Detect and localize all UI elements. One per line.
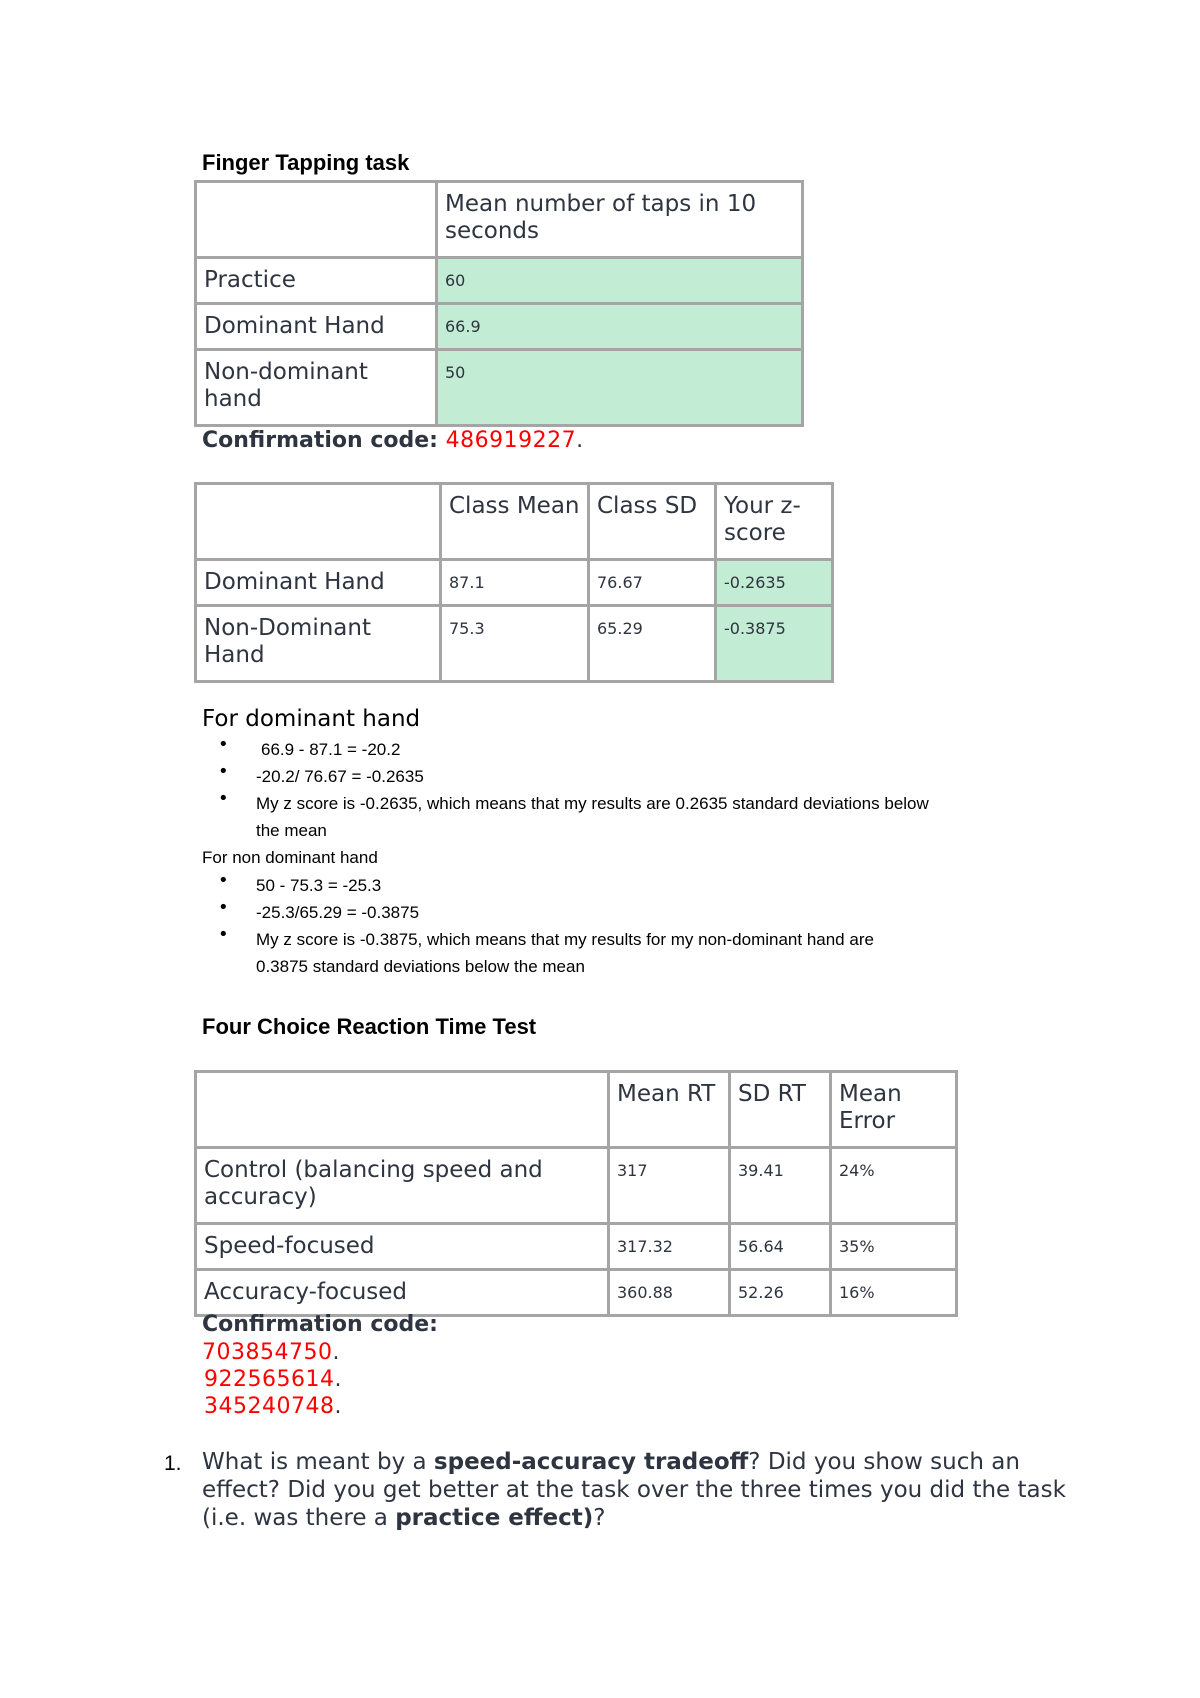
cell-value: 24% xyxy=(831,1148,957,1224)
table-row xyxy=(196,258,803,304)
table-corner-cell xyxy=(196,1072,609,1148)
column-header: Mean Error xyxy=(831,1072,957,1148)
confirmation-code: 486919227 xyxy=(445,428,577,453)
dominant-hand-title: For dominant hand xyxy=(202,706,421,732)
non-dominant-hand-title: For non dominant hand xyxy=(202,848,378,867)
row-label: Practice xyxy=(196,258,437,304)
confirmation-label: Confirmation code: xyxy=(202,428,438,453)
list-item: My z score is -0.2635, which means that my results are 0.2635 standard deviations below xyxy=(256,794,929,813)
table-corner-cell xyxy=(196,182,437,258)
table-row xyxy=(196,1224,957,1270)
list-item: My z score is -0.3875, which means that my results for my non-dominant hand are xyxy=(256,930,874,949)
bullet-icon: • xyxy=(218,924,229,945)
question-part: What is meant by a xyxy=(202,1449,434,1475)
confirmation-suffix: . xyxy=(576,428,584,453)
cell-value: 75.3 xyxy=(441,606,589,682)
column-header: Mean number of taps in 10 seconds xyxy=(437,182,803,258)
table-row xyxy=(196,606,833,682)
question-bold-term: speed-accuracy tradeoff xyxy=(433,1449,749,1475)
table-row xyxy=(196,560,833,606)
row-label: Speed-focused xyxy=(196,1224,609,1270)
list-item: 50 - 75.3 = -25.3 xyxy=(256,876,382,895)
column-header: SD RT xyxy=(730,1072,831,1148)
cell-value: 39.41 xyxy=(730,1148,831,1224)
question-number: 1. xyxy=(164,1452,182,1475)
row-label: Dominant Hand xyxy=(196,304,437,350)
cell-value: 60 xyxy=(437,258,803,304)
list-item: -25.3/65.29 = -0.3875 xyxy=(256,903,420,922)
finger-tapping-table xyxy=(194,180,804,427)
table-corner-cell xyxy=(196,484,441,560)
confirmation-code: 922565614 xyxy=(204,1367,335,1392)
bullet-icon: • xyxy=(218,761,229,782)
list-item: 66.9 - 87.1 = -20.2 xyxy=(261,740,401,759)
cell-value: 87.1 xyxy=(441,560,589,606)
question-bold-term: practice effect) xyxy=(395,1505,594,1531)
cell-value: 35% xyxy=(831,1224,957,1270)
column-header: Your z-score xyxy=(716,484,833,560)
cell-value: 317.32 xyxy=(609,1224,730,1270)
row-label: Dominant Hand xyxy=(196,560,441,606)
question-part: ? xyxy=(593,1505,606,1531)
row-label: Control (balancing speed and accuracy) xyxy=(196,1148,609,1224)
confirmation-line xyxy=(202,428,583,453)
finger-tapping-heading: Finger Tapping task xyxy=(202,150,410,175)
rt-confirmation-code-line xyxy=(204,1367,341,1392)
row-label: Non-Dominant Hand xyxy=(196,606,441,682)
cell-value: 52.26 xyxy=(730,1270,831,1316)
list-item-continuation: 0.3875 standard deviations below the mean xyxy=(256,957,585,976)
question-part: ? Did you show such an effect? Did you get better at the task over the three times you did the task (i.e. was there a xyxy=(202,1449,1066,1531)
list-item-continuation: the mean xyxy=(256,821,327,840)
question-text xyxy=(202,1448,1082,1532)
confirmation-suffix: . xyxy=(334,1394,342,1419)
bullet-icon: • xyxy=(218,897,229,918)
cell-value: 76.67 xyxy=(589,560,716,606)
cell-value: 66.9 xyxy=(437,304,803,350)
cell-value: 360.88 xyxy=(609,1270,730,1316)
table-row xyxy=(196,1148,957,1224)
table-row xyxy=(196,1270,957,1316)
cell-value: -0.3875 xyxy=(716,606,833,682)
column-header: Class Mean xyxy=(441,484,589,560)
list-item: -20.2/ 76.67 = -0.2635 xyxy=(256,767,424,786)
zscore-table xyxy=(194,482,834,683)
reaction-time-heading: Four Choice Reaction Time Test xyxy=(202,1014,537,1039)
table-row xyxy=(196,304,803,350)
cell-value: 16% xyxy=(831,1270,957,1316)
cell-value: 317 xyxy=(609,1148,730,1224)
rt-confirmation-label: Confirmation code: xyxy=(202,1312,438,1337)
confirmation-code: 703854750 xyxy=(202,1340,333,1365)
column-header: Class SD xyxy=(589,484,716,560)
row-label: Accuracy-focused xyxy=(196,1270,609,1316)
reaction-time-table xyxy=(194,1070,958,1317)
rt-confirmation-code-line xyxy=(202,1340,339,1365)
confirmation-code: 345240748 xyxy=(204,1394,335,1419)
column-header: Mean RT xyxy=(609,1072,730,1148)
cell-value: -0.2635 xyxy=(716,560,833,606)
cell-value: 56.64 xyxy=(730,1224,831,1270)
confirmation-suffix: . xyxy=(332,1340,340,1365)
rt-confirmation-code-line xyxy=(204,1394,341,1419)
table-row xyxy=(196,350,803,426)
bullet-icon: • xyxy=(218,788,229,809)
bullet-icon: • xyxy=(218,870,229,891)
row-label: Non-dominant hand xyxy=(196,350,437,426)
cell-value: 65.29 xyxy=(589,606,716,682)
confirmation-suffix: . xyxy=(334,1367,342,1392)
cell-value: 50 xyxy=(437,350,803,426)
bullet-icon: • xyxy=(218,734,229,755)
